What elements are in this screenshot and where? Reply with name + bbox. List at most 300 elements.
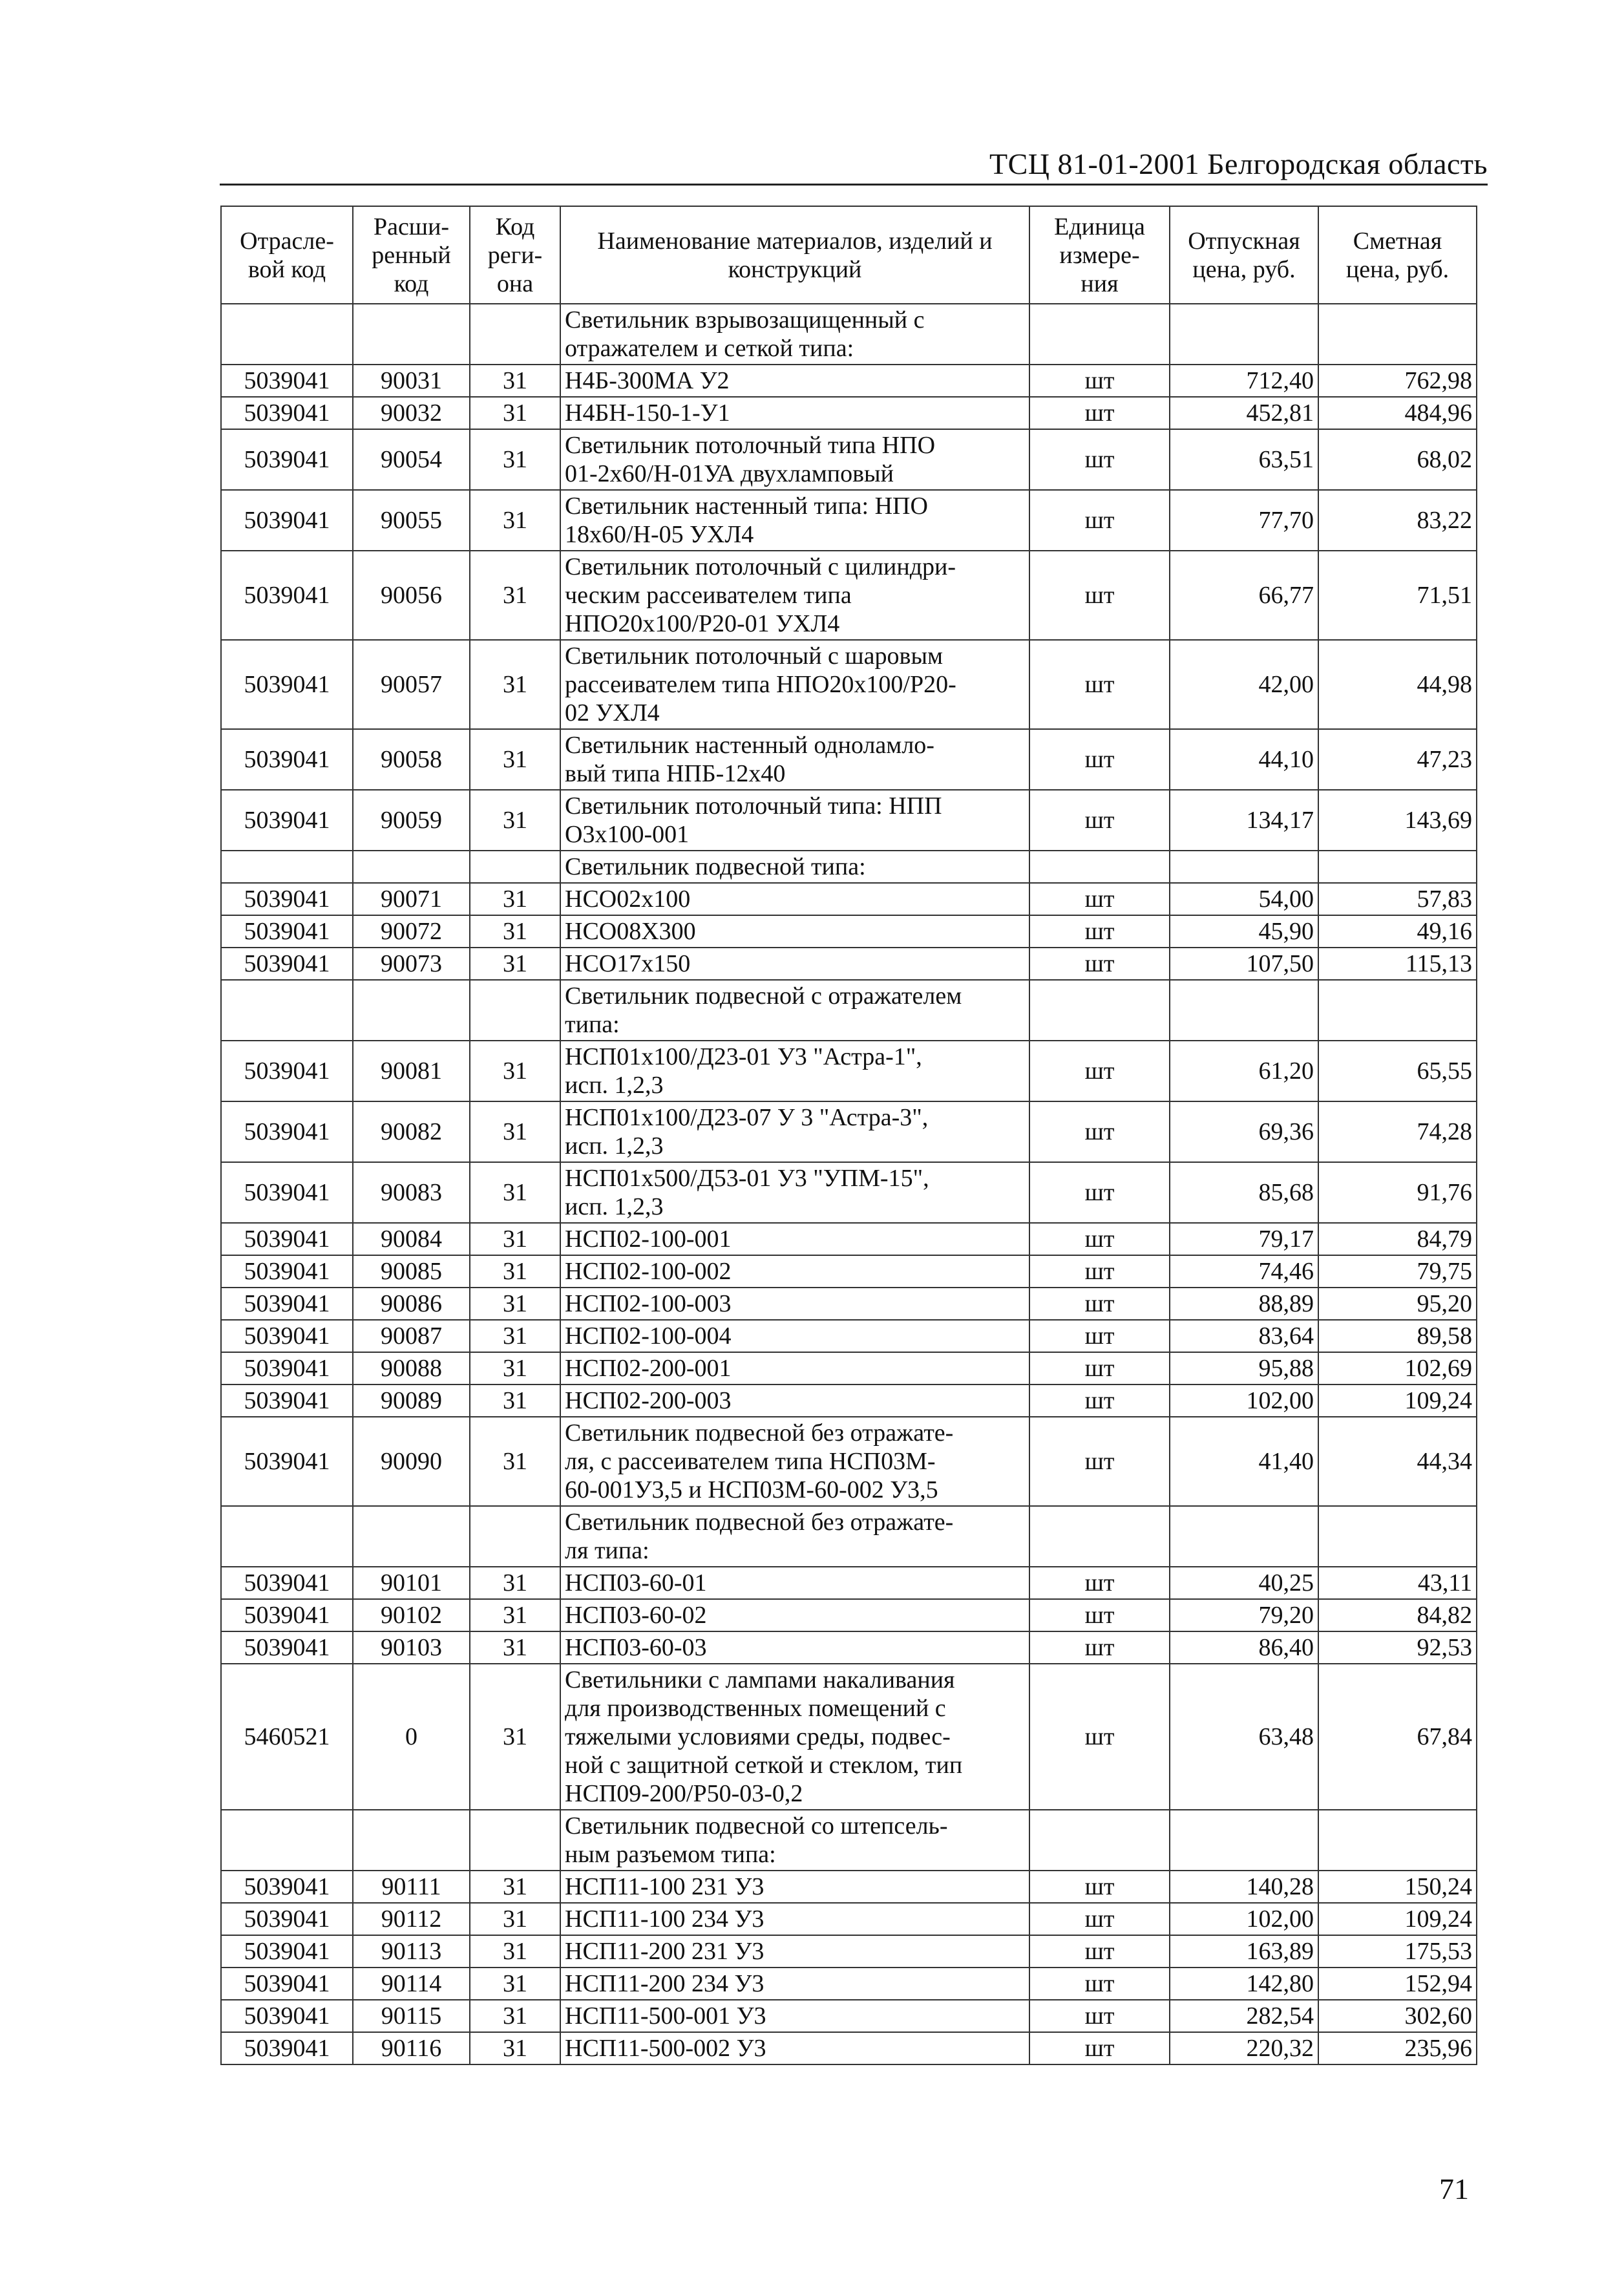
industry-code-cell: 5039041 [221,1223,353,1255]
industry-code-cell: 5039041 [221,1101,353,1162]
extended-code-cell: 90056 [353,551,470,640]
table-row [221,729,1477,790]
release-price-cell: 79,20 [1170,1599,1318,1631]
table-row [221,1664,1477,1810]
region-code-cell [470,851,560,883]
table-row [221,2032,1477,2064]
industry-code-cell: 5039041 [221,1871,353,1903]
table-row [221,1255,1477,1288]
unit-cell: шт [1029,365,1170,397]
table-row [221,2000,1477,2032]
estimate-price-cell [1318,304,1477,365]
estimate-price-cell [1318,1810,1477,1871]
extended-code-cell: 90103 [353,1631,470,1664]
release-price-cell: 282,54 [1170,2000,1318,2032]
document-title: ТСЦ 81-01-2001 Белгородская область [989,147,1488,180]
release-price-cell: 42,00 [1170,640,1318,729]
estimate-price-cell: 68,02 [1318,429,1477,490]
table-row [221,429,1477,490]
name-cell: НСП03-60-02 [560,1599,1029,1631]
release-price-cell: 79,17 [1170,1223,1318,1255]
page-number: 71 [1439,2172,1469,2205]
release-price-cell: 140,28 [1170,1871,1318,1903]
name-cell: Н4Б-300МА У2 [560,365,1029,397]
unit-cell [1029,980,1170,1041]
estimate-price-cell: 84,82 [1318,1599,1477,1631]
table-row [221,1903,1477,1935]
name-cell: Светильник подвесной с отражателем типа: [560,980,1029,1041]
industry-code-cell: 5039041 [221,490,353,551]
release-price-cell: 83,64 [1170,1320,1318,1352]
name-cell: НСП03-60-01 [560,1567,1029,1599]
industry-code-cell: 5039041 [221,948,353,980]
col-header-unit: Единица измере- ния [1029,206,1170,304]
unit-cell: шт [1029,1288,1170,1320]
region-code-cell: 31 [470,1320,560,1352]
region-code-cell: 31 [470,640,560,729]
industry-code-cell: 5039041 [221,1968,353,2000]
industry-code-cell: 5039041 [221,1903,353,1935]
table-row [221,1223,1477,1255]
name-cell: Светильник подвесной типа: [560,851,1029,883]
region-code-cell: 31 [470,365,560,397]
name-cell: НСП02-100-003 [560,1288,1029,1320]
table-row [221,1041,1477,1101]
extended-code-cell: 0 [353,1664,470,1810]
name-cell: Светильник настенный типа: НПО 18х60/Н-05 УХЛ4 [560,490,1029,551]
name-cell: НСП01х100/Д23-07 У 3 "Астра-3", исп. 1,2,3 [560,1101,1029,1162]
unit-cell: шт [1029,1631,1170,1664]
name-cell: Светильники с лампами накаливания для производственных помещений с тяжелыми условиями среды, подвес- ной с защитной сеткой и стеклом, тип НСП09-200/Р50-03-0,2 [560,1664,1029,1810]
table-row [221,851,1477,883]
region-code-cell: 31 [470,1903,560,1935]
region-code-cell: 31 [470,1599,560,1631]
release-price-cell: 220,32 [1170,2032,1318,2064]
industry-code-cell: 5039041 [221,1255,353,1288]
estimate-price-cell: 44,98 [1318,640,1477,729]
extended-code-cell: 90054 [353,429,470,490]
unit-cell: шт [1029,1599,1170,1631]
industry-code-cell: 5460521 [221,1664,353,1810]
release-price-cell: 95,88 [1170,1352,1318,1385]
region-code-cell: 31 [470,1935,560,1968]
table-row [221,640,1477,729]
extended-code-cell: 90087 [353,1320,470,1352]
industry-code-cell: 5039041 [221,429,353,490]
estimate-price-cell: 71,51 [1318,551,1477,640]
table-row [221,1871,1477,1903]
region-code-cell: 31 [470,490,560,551]
industry-code-cell [221,980,353,1041]
col-header-release-price: Отпускная цена, руб. [1170,206,1318,304]
table-row [221,1162,1477,1223]
estimate-price-cell: 302,60 [1318,2000,1477,2032]
table-row [221,365,1477,397]
name-cell: Н4БН-150-1-У1 [560,397,1029,429]
unit-cell: шт [1029,1041,1170,1101]
table-row [221,1968,1477,2000]
industry-code-cell: 5039041 [221,397,353,429]
estimate-price-cell: 762,98 [1318,365,1477,397]
region-code-cell: 31 [470,397,560,429]
industry-code-cell [221,851,353,883]
region-code-cell: 31 [470,2000,560,2032]
region-code-cell: 31 [470,915,560,948]
table-row [221,1506,1477,1567]
table-row [221,397,1477,429]
industry-code-cell: 5039041 [221,2032,353,2064]
estimate-price-cell: 49,16 [1318,915,1477,948]
unit-cell: шт [1029,1664,1170,1810]
region-code-cell: 31 [470,2032,560,2064]
estimate-price-cell [1318,1506,1477,1567]
name-cell: НСП11-200 231 У3 [560,1935,1029,1968]
unit-cell: шт [1029,1255,1170,1288]
extended-code-cell: 90114 [353,1968,470,2000]
estimate-price-cell: 84,79 [1318,1223,1477,1255]
release-price-cell [1170,1506,1318,1567]
release-price-cell: 134,17 [1170,790,1318,851]
industry-code-cell: 5039041 [221,1041,353,1101]
release-price-cell: 102,00 [1170,1903,1318,1935]
estimate-price-cell: 484,96 [1318,397,1477,429]
name-cell: Светильник подвесной без отражате- ля типа: [560,1506,1029,1567]
region-code-cell: 31 [470,1631,560,1664]
name-cell: НСП03-60-03 [560,1631,1029,1664]
release-price-cell: 88,89 [1170,1288,1318,1320]
unit-cell: шт [1029,790,1170,851]
release-price-cell [1170,980,1318,1041]
unit-cell: шт [1029,397,1170,429]
industry-code-cell: 5039041 [221,1567,353,1599]
name-cell: НСП11-200 234 У3 [560,1968,1029,2000]
unit-cell: шт [1029,1162,1170,1223]
estimate-price-cell: 143,69 [1318,790,1477,851]
region-code-cell: 31 [470,429,560,490]
industry-code-cell: 5039041 [221,1162,353,1223]
extended-code-cell: 90112 [353,1903,470,1935]
name-cell: Светильник потолочный типа НПО 01-2х60/Н-01УА двухламповый [560,429,1029,490]
col-header-region-code: Код реги- она [470,206,560,304]
table-row [221,1935,1477,1968]
col-header-industry-code: Отрасле- вой код [221,206,353,304]
extended-code-cell: 90111 [353,1871,470,1903]
industry-code-cell: 5039041 [221,2000,353,2032]
name-cell: Светильник потолочный типа: НПП О3х100-001 [560,790,1029,851]
estimate-price-cell [1318,980,1477,1041]
unit-cell: шт [1029,551,1170,640]
industry-code-cell: 5039041 [221,640,353,729]
extended-code-cell: 90081 [353,1041,470,1101]
extended-code-cell: 90083 [353,1162,470,1223]
name-cell: Светильник потолочный с шаровым рассеивателем типа НПО20х100/Р20- 02 УХЛ4 [560,640,1029,729]
table-row [221,790,1477,851]
unit-cell: шт [1029,1871,1170,1903]
table-row [221,304,1477,365]
table-row [221,883,1477,915]
unit-cell: шт [1029,1968,1170,2000]
release-price-cell [1170,1810,1318,1871]
extended-code-cell: 90090 [353,1417,470,1506]
region-code-cell: 31 [470,1871,560,1903]
release-price-cell: 712,40 [1170,365,1318,397]
table-row [221,1101,1477,1162]
region-code-cell: 31 [470,1162,560,1223]
estimate-price-cell: 115,13 [1318,948,1477,980]
unit-cell: шт [1029,1903,1170,1935]
extended-code-cell: 90115 [353,2000,470,2032]
region-code-cell: 31 [470,1101,560,1162]
release-price-cell: 61,20 [1170,1041,1318,1101]
extended-code-cell: 90057 [353,640,470,729]
extended-code-cell: 90071 [353,883,470,915]
name-cell: НСО17х150 [560,948,1029,980]
unit-cell: шт [1029,915,1170,948]
industry-code-cell: 5039041 [221,915,353,948]
unit-cell: шт [1029,2000,1170,2032]
industry-code-cell: 5039041 [221,1288,353,1320]
extended-code-cell [353,1810,470,1871]
release-price-cell: 77,70 [1170,490,1318,551]
extended-code-cell [353,1506,470,1567]
industry-code-cell: 5039041 [221,1352,353,1385]
estimate-price-cell: 74,28 [1318,1101,1477,1162]
name-cell: НСП02-100-004 [560,1320,1029,1352]
extended-code-cell: 90086 [353,1288,470,1320]
release-price-cell: 142,80 [1170,1968,1318,2000]
table-row [221,1599,1477,1631]
release-price-cell: 452,81 [1170,397,1318,429]
name-cell: Светильник подвесной без отражате- ля, с рассеивателем типа НСП03М- 60-001У3,5 и НСП03М-60-002 У3,5 [560,1417,1029,1506]
extended-code-cell: 90085 [353,1255,470,1288]
name-cell: Светильник взрывозащищенный с отражателем и сеткой типа: [560,304,1029,365]
release-price-cell: 86,40 [1170,1631,1318,1664]
release-price-cell: 85,68 [1170,1162,1318,1223]
table-row [221,980,1477,1041]
name-cell: НСП01х100/Д23-01 У3 "Астра-1", исп. 1,2,3 [560,1041,1029,1101]
unit-cell: шт [1029,640,1170,729]
region-code-cell: 31 [470,1567,560,1599]
unit-cell: шт [1029,1101,1170,1162]
name-cell: НСП11-100 231 У3 [560,1871,1029,1903]
unit-cell [1029,851,1170,883]
estimate-price-cell: 89,58 [1318,1320,1477,1352]
name-cell: НСП11-100 234 У3 [560,1903,1029,1935]
page-header [220,143,1488,186]
extended-code-cell: 90113 [353,1935,470,1968]
extended-code-cell [353,851,470,883]
industry-code-cell: 5039041 [221,883,353,915]
unit-cell [1029,1506,1170,1567]
region-code-cell: 31 [470,1288,560,1320]
unit-cell: шт [1029,1320,1170,1352]
unit-cell: шт [1029,1417,1170,1506]
release-price-cell: 40,25 [1170,1567,1318,1599]
unit-cell [1029,304,1170,365]
extended-code-cell: 90055 [353,490,470,551]
region-code-cell: 31 [470,729,560,790]
region-code-cell: 31 [470,1255,560,1288]
region-code-cell: 31 [470,1968,560,2000]
name-cell: Светильник потолочный с цилиндри- ческим рассеивателем типа НПО20х100/Р20-01 УХЛ4 [560,551,1029,640]
estimate-price-cell: 150,24 [1318,1871,1477,1903]
table-row [221,1352,1477,1385]
name-cell: НСП02-200-001 [560,1352,1029,1385]
region-code-cell: 31 [470,790,560,851]
region-code-cell [470,980,560,1041]
estimate-price-cell: 152,94 [1318,1968,1477,2000]
region-code-cell: 31 [470,551,560,640]
estimate-price-cell: 67,84 [1318,1664,1477,1810]
estimate-price-cell: 57,83 [1318,883,1477,915]
table-row [221,490,1477,551]
unit-cell: шт [1029,729,1170,790]
name-cell: НСП01х500/Д53-01 У3 "УПМ-15", исп. 1,2,3 [560,1162,1029,1223]
table-row [221,915,1477,948]
extended-code-cell: 90059 [353,790,470,851]
table-row [221,948,1477,980]
industry-code-cell: 5039041 [221,1385,353,1417]
region-code-cell: 31 [470,1352,560,1385]
unit-cell: шт [1029,883,1170,915]
extended-code-cell: 90089 [353,1385,470,1417]
unit-cell: шт [1029,1223,1170,1255]
table-row [221,1810,1477,1871]
estimate-price-cell: 44,34 [1318,1417,1477,1506]
region-code-cell [470,1810,560,1871]
extended-code-cell [353,304,470,365]
estimate-price-cell: 83,22 [1318,490,1477,551]
region-code-cell: 31 [470,883,560,915]
estimate-price-cell: 47,23 [1318,729,1477,790]
name-cell: Светильник настенный одноламло- вый типа НПБ-12х40 [560,729,1029,790]
extended-code-cell: 90032 [353,397,470,429]
estimate-price-cell: 102,69 [1318,1352,1477,1385]
estimate-price-cell: 79,75 [1318,1255,1477,1288]
region-code-cell: 31 [470,1041,560,1101]
extended-code-cell: 90082 [353,1101,470,1162]
table-row [221,1288,1477,1320]
release-price-cell: 107,50 [1170,948,1318,980]
estimate-price-cell [1318,851,1477,883]
name-cell: НСП11-500-001 У3 [560,2000,1029,2032]
estimate-price-cell: 43,11 [1318,1567,1477,1599]
industry-code-cell [221,1810,353,1871]
industry-code-cell [221,1506,353,1567]
unit-cell: шт [1029,948,1170,980]
release-price-cell: 69,36 [1170,1101,1318,1162]
extended-code-cell: 90084 [353,1223,470,1255]
name-cell: НСП02-200-003 [560,1385,1029,1417]
estimate-price-cell: 65,55 [1318,1041,1477,1101]
unit-cell: шт [1029,2032,1170,2064]
industry-code-cell: 5039041 [221,365,353,397]
release-price-cell [1170,304,1318,365]
release-price-cell: 63,48 [1170,1664,1318,1810]
extended-code-cell: 90073 [353,948,470,980]
unit-cell: шт [1029,1352,1170,1385]
release-price-cell: 44,10 [1170,729,1318,790]
release-price-cell [1170,851,1318,883]
industry-code-cell: 5039041 [221,1935,353,1968]
table-body [221,304,1477,2064]
industry-code-cell: 5039041 [221,551,353,640]
unit-cell: шт [1029,1385,1170,1417]
region-code-cell: 31 [470,948,560,980]
table-row [221,1631,1477,1664]
estimate-price-cell: 109,24 [1318,1385,1477,1417]
estimate-price-cell: 91,76 [1318,1162,1477,1223]
name-cell: НСП02-100-001 [560,1223,1029,1255]
release-price-cell: 54,00 [1170,883,1318,915]
industry-code-cell: 5039041 [221,729,353,790]
region-code-cell [470,1506,560,1567]
release-price-cell: 45,90 [1170,915,1318,948]
region-code-cell: 31 [470,1223,560,1255]
release-price-cell: 41,40 [1170,1417,1318,1506]
industry-code-cell: 5039041 [221,1599,353,1631]
industry-code-cell: 5039041 [221,790,353,851]
table-row [221,551,1477,640]
extended-code-cell: 90116 [353,2032,470,2064]
unit-cell: шт [1029,1567,1170,1599]
industry-code-cell: 5039041 [221,1417,353,1506]
industry-code-cell: 5039041 [221,1631,353,1664]
extended-code-cell: 90031 [353,365,470,397]
extended-code-cell: 90072 [353,915,470,948]
extended-code-cell: 90102 [353,1599,470,1631]
industry-code-cell [221,304,353,365]
name-cell: НСП11-500-002 У3 [560,2032,1029,2064]
region-code-cell [470,304,560,365]
col-header-estimate-price: Сметная цена, руб. [1318,206,1477,304]
release-price-cell: 66,77 [1170,551,1318,640]
col-header-extended-code: Расши- ренный код [353,206,470,304]
name-cell: НСП02-100-002 [560,1255,1029,1288]
region-code-cell: 31 [470,1664,560,1810]
extended-code-cell: 90101 [353,1567,470,1599]
estimate-price-cell: 175,53 [1318,1935,1477,1968]
name-cell: НСО02х100 [560,883,1029,915]
release-price-cell: 74,46 [1170,1255,1318,1288]
estimate-price-cell: 109,24 [1318,1903,1477,1935]
industry-code-cell: 5039041 [221,1320,353,1352]
release-price-cell: 102,00 [1170,1385,1318,1417]
name-cell: НСО08Х300 [560,915,1029,948]
extended-code-cell [353,980,470,1041]
unit-cell [1029,1810,1170,1871]
region-code-cell: 31 [470,1417,560,1506]
estimate-price-cell: 92,53 [1318,1631,1477,1664]
estimate-price-cell: 95,20 [1318,1288,1477,1320]
release-price-cell: 163,89 [1170,1935,1318,1968]
unit-cell: шт [1029,490,1170,551]
table-row [221,1385,1477,1417]
table-row [221,1320,1477,1352]
extended-code-cell: 90088 [353,1352,470,1385]
estimate-price-cell: 235,96 [1318,2032,1477,2064]
name-cell: Светильник подвесной со штепсель- ным разъемом типа: [560,1810,1029,1871]
unit-cell: шт [1029,1935,1170,1968]
table-row [221,1567,1477,1599]
table-header-row [221,206,1477,304]
unit-cell: шт [1029,429,1170,490]
region-code-cell: 31 [470,1385,560,1417]
table-row [221,1417,1477,1506]
extended-code-cell: 90058 [353,729,470,790]
release-price-cell: 63,51 [1170,429,1318,490]
price-table [220,206,1477,2065]
